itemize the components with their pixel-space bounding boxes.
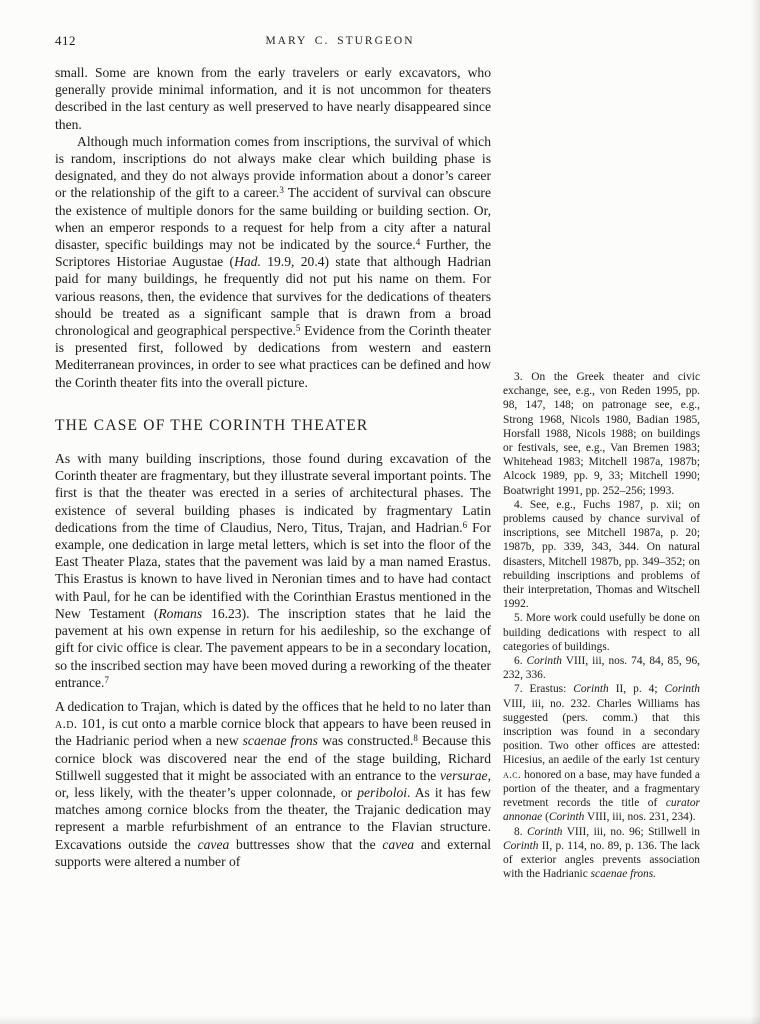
italic-text: Corinth: [664, 683, 700, 696]
body-paragraphs: [55, 450, 491, 870]
text-run: VIII, iii, no. 96; Stillwell in: [562, 825, 701, 838]
italic-text: cavea: [382, 836, 415, 852]
italic-text: Corinth: [526, 655, 562, 668]
italic-text: Corinth: [527, 825, 563, 838]
text-run: honored on a base, may have funded a portion of the theater, and a fragmentary revetment records the title of: [503, 768, 700, 810]
page-edge-shadow-bottom: [0, 1016, 760, 1024]
intro-paragraphs: [55, 64, 491, 391]
text-run: 4. See, e.g., Fuchs 1987, p. xii; on problems caused by chance survival of inscriptions, see Mitchell 1987a, p. 20; 1987b, pp. 339, 343, 344. On natural disasters, Mitchell 1987b, pp. 349–352; on rebuilding inscriptions and problems of their interpretation, Thomas and Witschell 1992.: [503, 498, 700, 611]
section-heading: THE CASE OF THE CORINTH THEATER: [55, 416, 369, 434]
footnote-ref: 5: [295, 323, 301, 334]
footnote: [503, 370, 700, 498]
footnote-ref: 6: [462, 519, 468, 530]
paragraph: [55, 450, 491, 691]
italic-text: scaenae frons: [242, 733, 318, 749]
italic-text: curator annonae: [503, 797, 700, 824]
running-head: MARY C. STURGEON: [265, 35, 415, 47]
paragraph: [55, 133, 491, 391]
page-number: 412: [55, 33, 76, 48]
italic-text: Corinth: [503, 839, 539, 852]
paragraph: [55, 64, 491, 133]
main-text-column: [55, 64, 491, 870]
text-run: VIII, iii, nos. 74, 84, 85, 96, 232, 336.: [503, 655, 700, 682]
text-run: 7. Erastus:: [514, 683, 574, 696]
page-edge-shadow-right: [750, 0, 760, 1024]
text-run: II, p. 114, no. 89, p. 136. The lack of exterior angles prevents association with the Hadrianic: [503, 839, 700, 881]
text-run: Because this cornice block was discovered near the end of the stage building, Richard Stillwell suggested that it might be associated with an entrance to the: [55, 733, 491, 783]
paragraph: [55, 698, 491, 870]
italic-text: scaenae frons.: [590, 868, 657, 881]
text-run: 16.23). The inscription states that he laid the pavement at his own expense in return for his aedileship, so the exchange of gift for civic office is clear. The pavement appears to be in a secondary location, so the inscribed section may have been moved during a reworking of the theater entrance.: [55, 605, 491, 690]
text-run: VIII, iii, no. 232. Charles Williams has suggested (pers. comm.) that this inscription was found in a secondary position. Two other offices are attested: Hicesius, an aedile of the early 1st century: [503, 697, 700, 767]
text-run: was constructed.: [317, 733, 414, 749]
footnote: [503, 682, 700, 824]
footnote: [503, 611, 700, 654]
text-run: Further, the Scriptores Historiae Augustae (: [55, 237, 492, 270]
italic-text: periboloi: [357, 784, 408, 800]
text-run: , or, less likely, with the theater’s upper colonnade, or: [55, 767, 491, 800]
footnote-ref: 4: [415, 237, 421, 248]
text-run: II, p. 4;: [608, 683, 665, 696]
text-run: VIII, iii, nos. 231, 234).: [584, 811, 696, 824]
footnotes-column: [503, 370, 700, 881]
text-run: A dedication to Trajan, which is dated by the offices that he held to no later than: [55, 698, 491, 714]
italic-text: Corinth: [548, 811, 585, 824]
footnote-ref: 7: [104, 674, 109, 685]
italic-text: Had.: [234, 254, 261, 270]
text-run: . As it has few matches among cornice blocks from the theater, the Trajanic dedication may represent a marble refurbishment of an entrance to the Flavian structure. Excavations outside the: [55, 784, 491, 852]
text-run: 3. On the Greek theater and civic exchange, see, e.g., von Reden 1995, pp. 98, 147, 148; on patronage see, e.g., Strong 1968, Nicols 1980, Badian 1985, Horsfall 1988, Nicols 1988; on buildings or festivals, see, e.g., Van Bremen 1983; Whitehead 1983; Mitchell 1987a, 1987b; Alcock 1989, pp. 9, 33; Mitchell 1990; Boatwright 1991, pp. 252–256; 1993.: [503, 371, 700, 497]
italic-text: Corinth: [573, 683, 609, 696]
text-run: 19.9, 20.4) state that although Hadrian paid for many buildings, he frequently did not put his name on them. For various reasons, then, the evidence that survives for the dedications of theaters should be treated as a significant sample that is drawn from a broad chronological and geographical perspective.: [55, 254, 492, 339]
footnote: [503, 825, 700, 882]
footnote-ref: 8: [413, 733, 418, 744]
italic-text: Romans: [158, 605, 203, 621]
smallcaps-text: a.d.: [55, 716, 78, 732]
text-run: 5. More work could usefully be done on building dedications with respect to all categories of buildings.: [503, 612, 700, 653]
text-run: buttresses show that the: [229, 836, 383, 852]
text-run: small. Some are known from the early travelers or early excavators, who generally provide minimal information, and it is not uncommon for theaters described in the last century as well preserved to have nearly disappeared since then.: [55, 65, 491, 132]
text-run: and external supports were altered a number of: [55, 836, 492, 869]
text-run: Evidence from the Corinth theater is presented first, followed by dedications from western and eastern Mediterranean provinces, in order to see what practices can be defined and how the Corinth theater fits into the overall picture.: [55, 323, 491, 390]
text-run: 6.: [514, 655, 527, 668]
footnotes-list: [503, 370, 700, 881]
text-run: As with many building inscriptions, those found during excavation of the Corinth theater are fragmentary, but they illustrate several important points. The first is that the theater was erected in a series of architectural phases. The existence of several building phases is indicated by fragmentary Latin dedications from the time of Claudius, Nero, Titus, Trajan, and Hadrian.: [55, 451, 491, 535]
italic-text: versurae: [440, 767, 488, 783]
italic-text: cavea: [197, 836, 230, 852]
footnote: [503, 498, 700, 612]
text-run: The accident of survival can obscure the existence of multiple donors for the same building or building section. Or, when an emperor responds to a request for help from a city after a natural disaster, specific buildings may not be indicated by the source.: [55, 185, 491, 253]
text-run: Although much information comes from inscriptions, the survival of which is random, inscriptions do not always make clear which building phase is designated, and they do not always provide information about a donor’s career or the relationship of the gift to a career.: [55, 133, 491, 201]
text-run: 8.: [514, 825, 527, 838]
text-run: (: [542, 811, 549, 824]
footnote: [503, 654, 700, 682]
text-run: For example, one dedication in large metal letters, which is set into the floor of the East Theater Plaza, states that the pavement was laid by a man named Erastus. This Erastus is known to have lived in Neronian times and to have had contact with Paul, for he can be identified with the Corinthian Erastus mentioned in the New Testament (: [55, 519, 491, 621]
text-run: 101, is cut onto a marble cornice block that appears to have been reused in the Hadrianic period when a new: [55, 716, 491, 749]
smallcaps-text: a.c.: [503, 768, 522, 781]
footnote-ref: 3: [279, 185, 284, 196]
